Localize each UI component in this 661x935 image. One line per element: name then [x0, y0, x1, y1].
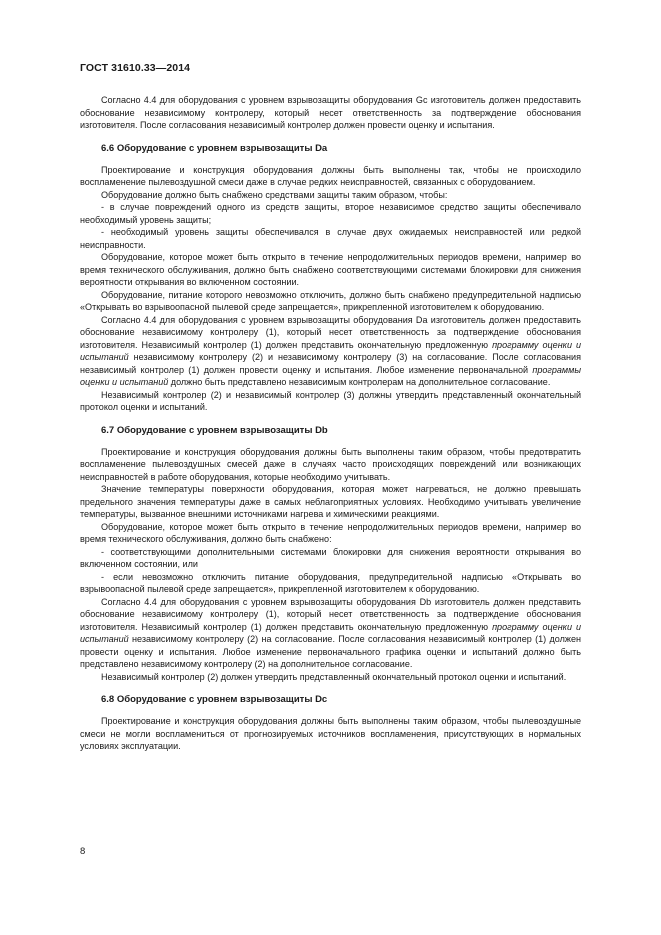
paragraph: Проектирование и конструкция оборудования должны быть выполнены таким образом, чтобы пылевоздушные смеси не могли воспламениться от прогнозируемых источников воспламенения, присутствующих в нормальных условиях эксплуатации.	[80, 716, 581, 751]
text-run: должно быть представлено независимым контролерам на дополнительное согласование.	[168, 377, 551, 387]
italic-term: программы оценки и испытаний	[80, 364, 581, 387]
paragraph	[80, 314, 581, 389]
paragraph: Независимый контролер (2) и независимый контролер (3) должны утвердить представленный окончательный протокол оценки и испытаний.	[80, 389, 581, 412]
text-run: Согласно 4.4 для оборудования с уровнем взрывозащиты оборудования Db изготовитель должен представить обоснование независимому контролеру (1), который несет ответственность за подтверждение обоснования изготовителя. Независимый контролер (1) должен представить окончательную предложенную	[80, 596, 581, 632]
document-body	[80, 94, 581, 753]
italic-term: программу оценки и испытаний	[80, 339, 581, 362]
paragraph: Значение температуры поверхности оборудования, которая может нагреваться, не должно превышать предельного значения температуры даже в самых неблагоприятных условиях. Необходимо учитывать увеличение температуры, вызванное внешними источниками нагрева и химическими реакциями.	[80, 484, 581, 519]
section-heading: 6.6 Оборудование с уровнем взрывозащиты Da	[101, 142, 328, 154]
paragraph: Проектирование и конструкция оборудования должны быть выполнены так, чтобы не происходило воспламенение пылевоздушной смеси даже в случае редких неисправностей, связанных с оборудованием.	[80, 164, 581, 187]
italic-term: программу оценки и испытаний	[80, 621, 581, 644]
document-header: ГОСТ 31610.33—2014	[80, 62, 191, 74]
page-number: 8	[80, 846, 86, 857]
paragraph: Оборудование должно быть снабжено средствами защиты таким образом, чтобы:	[101, 189, 448, 200]
paragraph: - соответствующими дополнительными системами блокировки для снижения вероятности открывания во включенном состоянии, или	[80, 546, 581, 569]
paragraph: Оборудование, питание которого невозможно отключить, должно быть снабжено предупредительной надписью «Открывать во взрывоопасной пылевой среде запрещается», прикрепленной изготовителем к оборудованию.	[80, 289, 581, 312]
paragraph: - если невозможно отключить питание оборудования, предупредительной надписью «Открывать во взрывоопасной пылевой среде запрещается», прикрепленной изготовителем к оборудованию.	[80, 571, 581, 594]
text-run: независимому контролеру (2) на согласование. После согласования независимый контролер (1) должен провести оценку и испытания. Любое изменение первоначального графика оценки и испытаний должно быть представлено независимому контролеру (2) на дополнительное согласование.	[80, 634, 581, 669]
paragraph: Оборудование, которое может быть открыто в течение непродолжительных периодов времени, например во время технического обслуживания, должно быть снабжено соответствующими системами блокировки для снижения вероятности открывания во включенном состоянии.	[80, 252, 581, 287]
paragraph: Согласно 4.4 для оборудования с уровнем взрывозащиты оборудования Gc изготовитель должен предоставить обоснование независимому контролеру, который несет ответственность за подтверждение обоснования изготовителя. После согласования независимый контролер должен провести оценку и испытания.	[80, 95, 581, 130]
paragraph	[80, 596, 581, 671]
section-heading: 6.8 Оборудование с уровнем взрывозащиты Dc	[101, 694, 328, 705]
text-run: Согласно 4.4 для оборудования с уровнем взрывозащиты оборудования Da изготовитель должен предоставить обоснование независимому контролеру (1), который несет ответственность за подтверждение обоснования изготовителя. Независимый контролер (1) должен представить окончательную предложенную	[80, 314, 581, 350]
paragraph: Оборудование, которое может быть открыто в течение непродолжительных периодов времени, например во время технического обслуживания, должно быть снабжено:	[80, 521, 581, 544]
paragraph: Проектирование и конструкция оборудования должны быть выполнены таким образом, чтобы предотвратить воспламенение пылевоздушных смесей даже в случаях часто происходящих повреждений или возникающих неисправностей в работе оборудования, которые необходимо учитывать.	[80, 446, 581, 482]
paragraph: - необходимый уровень защиты обеспечивался в случае двух ожидаемых неисправностей или редкой неисправности.	[80, 227, 581, 250]
paragraph: - в случае повреждений одного из средств защиты, второе независимое средство защиты обеспечивало необходимый уровень защиты;	[80, 202, 581, 225]
text-run: независимому контролеру (2) и независимому контролеру (3) на согласование. После согласования независимый контролер (1) должен провести оценку и испытания. Любое изменение первоначальной	[80, 352, 581, 375]
section-heading: 6.7 Оборудование с уровнем взрывозащиты Db	[101, 424, 328, 436]
paragraph: Независимый контролер (2) должен утвердить представленный окончательный протокол оценки и испытаний.	[101, 671, 567, 682]
